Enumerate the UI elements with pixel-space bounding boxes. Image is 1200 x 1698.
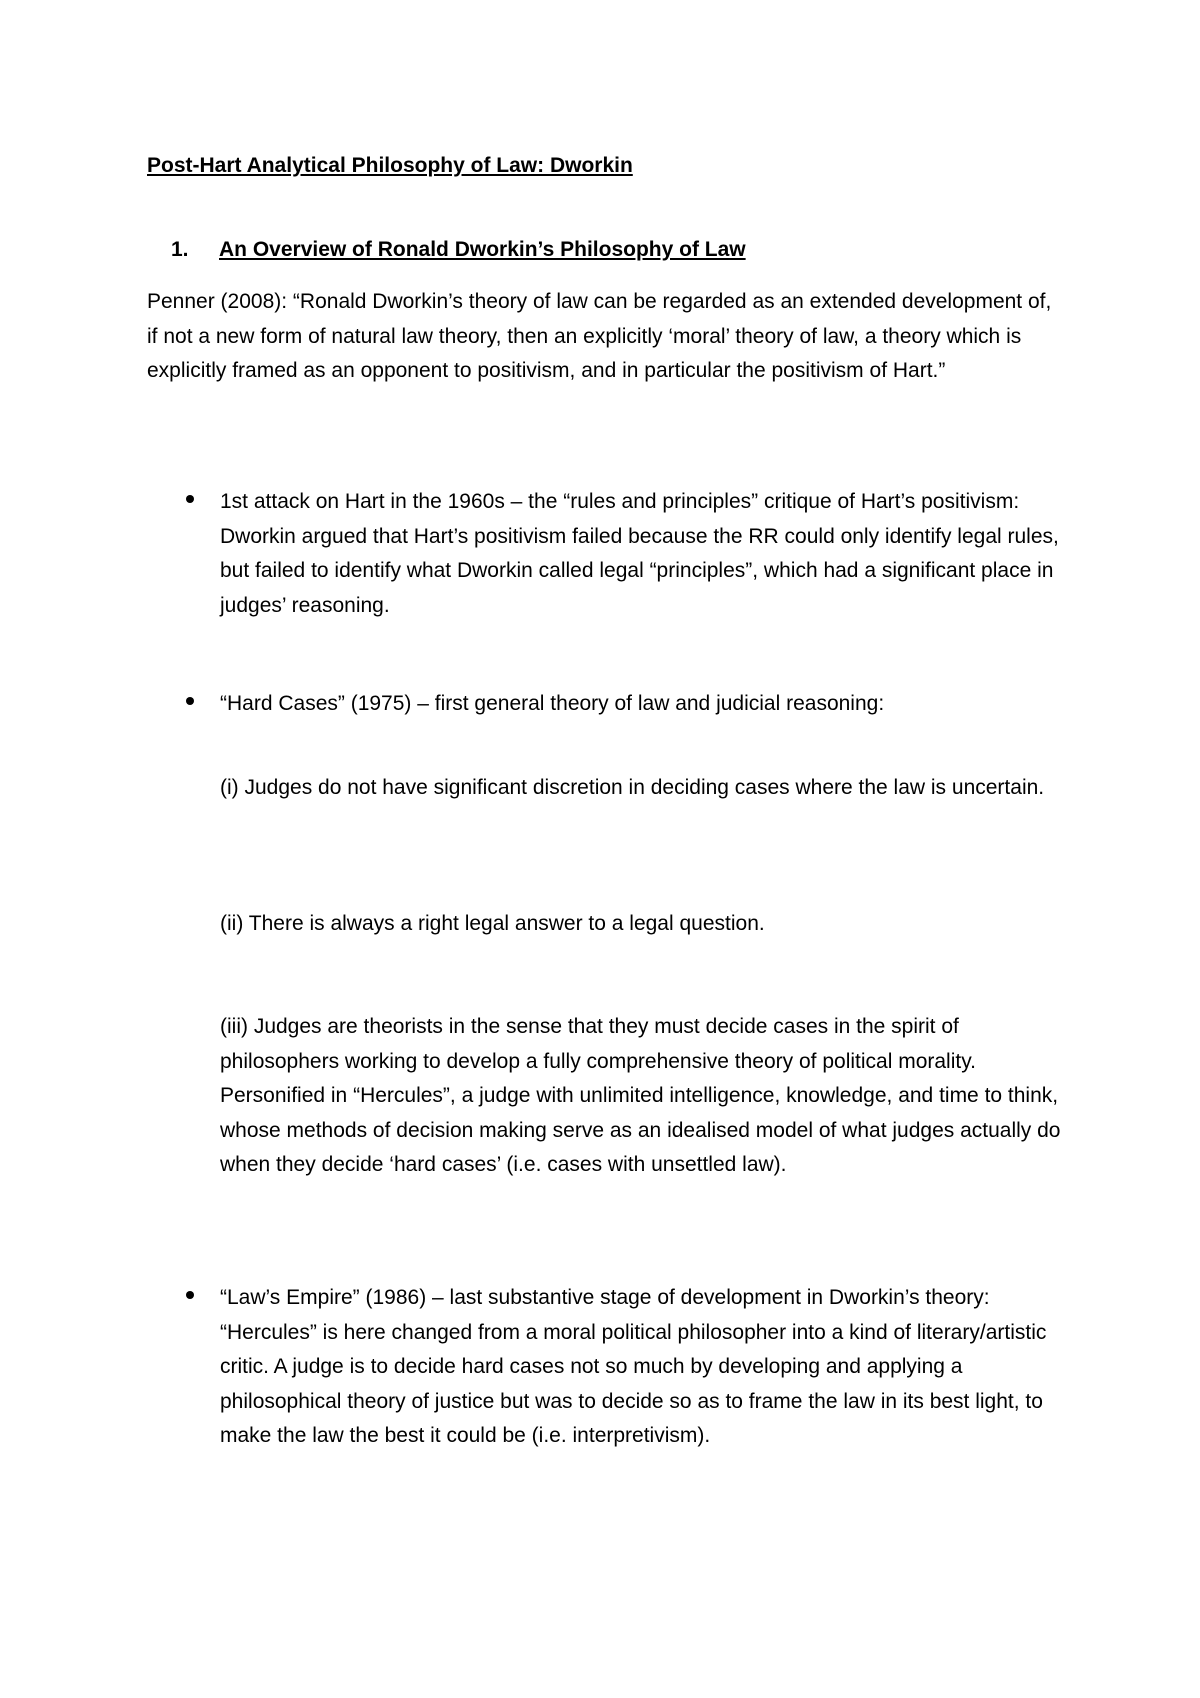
bullet-icon (186, 495, 194, 503)
bullet-text: “Law’s Empire” (1986) – last substantive stage of development in Dworkin’s theory: “Hercules” is here changed from a moral political philosopher into a kind of literary/artistic critic. A judge is to decide hard cases not so much by developing and applying a philosophical theory of justice but was to decide so as to frame the law in its best light, to make the law the best it could be (i.e. interpretivism). (220, 1286, 1047, 1447)
penner-quote: Penner (2008): “Ronald Dworkin’s theory of law can be regarded as an extended development of, if not a new form of natural law theory, then an explicitly ‘moral’ theory of law, a theory which is explicitly framed as an opponent to positivism, and in particular the positivism of Hart.” (147, 290, 1052, 382)
section-number: 1. (171, 238, 189, 261)
bullet-icon (186, 1291, 194, 1299)
section-heading-text: An Overview of Ronald Dworkin’s Philosophy of Law (219, 238, 746, 261)
bullet-text: “Hard Cases” (1975) – first general theory of law and judicial reasoning: (220, 692, 885, 715)
page-title: Post-Hart Analytical Philosophy of Law: Dworkin (147, 154, 633, 177)
hard-cases-point: (ii) There is always a right legal answer to a legal question. (220, 912, 765, 935)
bullet-icon (186, 697, 194, 705)
bullet-text: 1st attack on Hart in the 1960s – the “rules and principles” critique of Hart’s positivism: Dworkin argued that Hart’s positivism failed because the RR could only identify legal rules, but failed to identify what Dworkin called legal “principles”, which had a significant place in judges’ reasoning. (220, 490, 1059, 617)
hard-cases-point: (iii) Judges are theorists in the sense that they must decide cases in the spirit of philosophers working to develop a fully comprehensive theory of political morality. Personified in “Hercules”, a judge with unlimited intelligence, knowledge, and time to think, whose methods of decision making serve as an idealised model of what judges actually do when they decide ‘hard cases’ (i.e. cases with unsettled law). (220, 1015, 1061, 1176)
section-heading (171, 237, 746, 263)
hard-cases-point: (i) Judges do not have significant discretion in deciding cases where the law is uncertain. (220, 776, 1045, 799)
